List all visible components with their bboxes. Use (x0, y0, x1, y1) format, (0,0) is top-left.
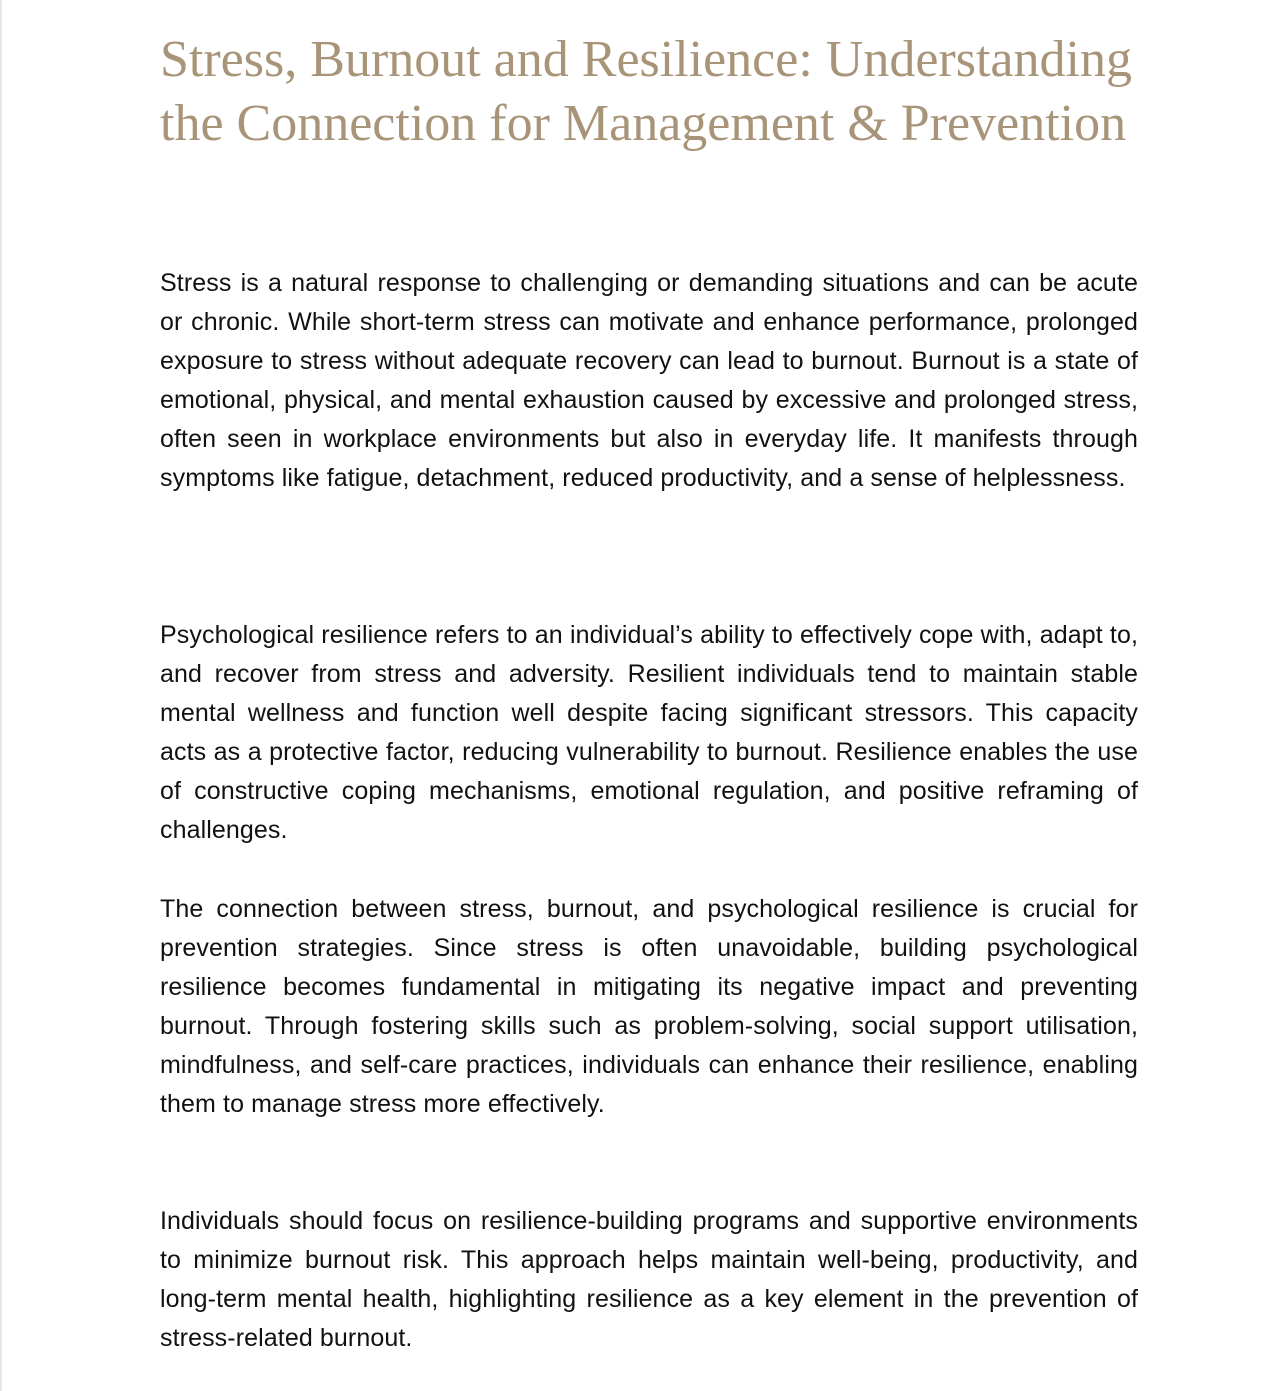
paragraph-resilience: Psychological resilience refers to an individual’s ability to effectively cope with, adapt to, and recover from stress and adversity. Resilient individuals tend to maintain stable mental wellness and function well despite facing significant stressors. This capacity acts as a protective factor, reducing vulnerability to burnout. Resilience enables the use of constructive coping mechanisms, emotional regulation, and positive reframing of challenges. (160, 621, 1138, 844)
page-title: Stress, Burnout and Resilience: Understanding the Connection for Management & Prevention (160, 31, 1132, 152)
paragraph-conclusion: Individuals should focus on resilience-building programs and supportive environments to minimize burnout risk. This approach helps maintain well-being, productivity, and long-term mental health, highlighting resilience as a key element in the prevention of stress-related burnout. (160, 1207, 1138, 1352)
paragraph-connection: The connection between stress, burnout, and psychological resilience is crucial for prevention strategies. Since stress is often unavoidable, building psychological resilience becomes fundamental in mitigating its negative impact and preventing burnout. Through fostering skills such as problem-solving, social support utilisation, mindfulness, and self-care practices, individuals can enhance their resilience, enabling them to manage stress more effectively. (160, 895, 1138, 1118)
paragraph-stress-burnout: Stress is a natural response to challenging or demanding situations and can be acute or chronic. While short-term stress can motivate and enhance performance, prolonged exposure to stress without adequate recovery can lead to burnout. Burnout is a state of emotional, physical, and mental exhaustion caused by excessive and prolonged stress, often seen in workplace environments but also in everyday life. It manifests through symptoms like fatigue, detachment, reduced productivity, and a sense of helplessness. (160, 269, 1138, 492)
